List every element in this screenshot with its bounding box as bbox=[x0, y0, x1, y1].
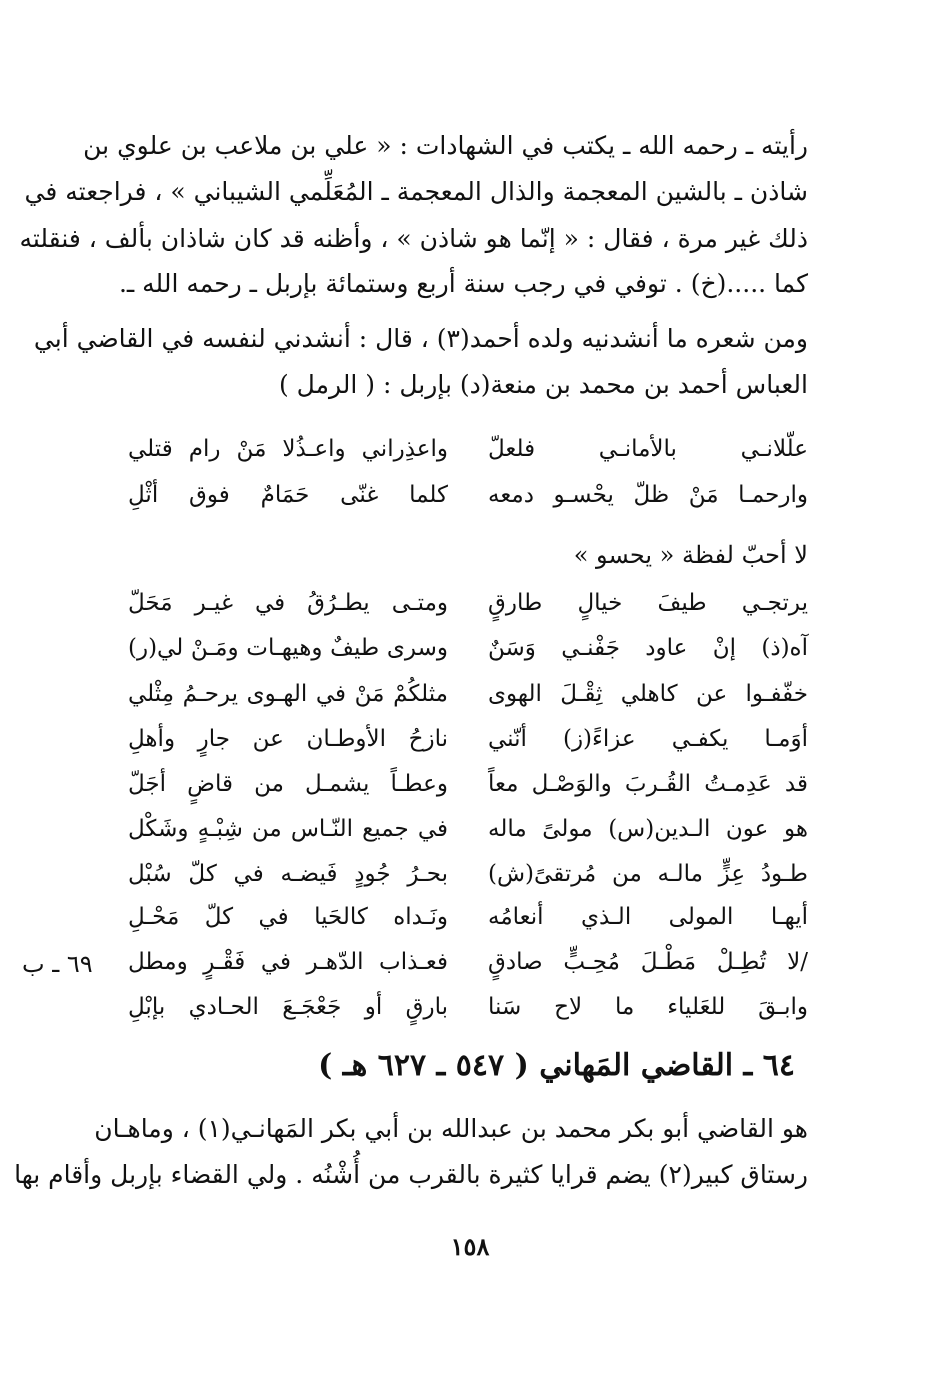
paragraph-line: رستاق كبير(٢) يضم قرايا كثيرة بالقرب من أُشْنُه . ولي القضاء بإربل وأقام بها bbox=[14, 1160, 808, 1189]
verse-second-hemistich: ونَـداه كالحَيا في كلّ مَحْـلِ bbox=[128, 904, 448, 930]
verse-second-hemistich: نازحُ الأوطـان عن جارٍ وأهلِ bbox=[128, 726, 448, 752]
verse-first-hemistich: /لا تُطِـلْ مَطْـلَ مُحِـبٍّ صادقٍ bbox=[488, 949, 808, 975]
paragraph-line: كما .....(خ) . توفي في رجب سنة أربع وستمائة بإربل ـ رحمه الله ـ. bbox=[118, 269, 808, 298]
verse-line bbox=[128, 900, 808, 934]
verse-line bbox=[128, 857, 808, 891]
verse-first-hemistich: وابـقَ للعَلياء ما لاح سَنا bbox=[488, 994, 808, 1020]
verse-second-hemistich: كلما غنّى حَمَامٌ فوق أثْلِ bbox=[128, 482, 448, 508]
verse-second-hemistich: بحـرُ جُودٍ فَيضـه في كلّ سُبْل bbox=[128, 861, 448, 887]
verse-second-hemistich: في جميع النّـاس من شِبْـهٍ وشَكْل bbox=[128, 816, 448, 842]
verse-second-hemistich: بارقٍ أو جَعْجَـعَ الحـادي بإبْلِ bbox=[128, 994, 448, 1020]
verse-line bbox=[128, 990, 808, 1024]
folio-margin-note: ٦٩ ـ ب bbox=[22, 950, 93, 978]
verse-first-hemistich: طـودُ عِزٍّ مالـه من مُرتقىً(ش) bbox=[488, 861, 808, 887]
editor-comment: لا أحبّ لفظة « يحسو » bbox=[573, 541, 808, 569]
verse-line bbox=[128, 631, 808, 665]
paragraph-line: ومن شعره ما أنشدنيه ولده أحمد(٣) ، قال : أنشدني لنفسه في القاضي أبي bbox=[33, 324, 808, 353]
verse-second-hemistich: وعطـاً يشمـل من قاضٍ أجَلّ bbox=[128, 771, 448, 797]
verse-line bbox=[128, 722, 808, 756]
paragraph-line: العباس أحمد بن محمد بن منعة(د) بإربل : ( الرمل ) bbox=[278, 370, 808, 399]
page-number: ١٥٨ bbox=[450, 1232, 490, 1261]
verse-line bbox=[128, 945, 808, 979]
verse-first-hemistich: أوَمـا يكفـي عزاءً(ز) أنّني bbox=[488, 726, 808, 752]
verse-second-hemistich: مثلكُمْ مَنْ في الهـوى يرحـمُ مِثْلي bbox=[128, 681, 448, 707]
verse-line bbox=[128, 478, 808, 512]
verse-first-hemistich: يرتجـي طيفَ خيالٍ طارقٍ bbox=[488, 590, 808, 616]
verse-second-hemistich: واعذِراني واعـذُلا مَنْ رام قتلي bbox=[128, 436, 448, 462]
verse-line bbox=[128, 586, 808, 620]
verse-second-hemistich: فعـذاب الدّهـر في فَقْـرٍ ومطل bbox=[128, 949, 448, 975]
verse-first-hemistich: أيهـا المولى الـذي أنعامُه bbox=[488, 904, 808, 930]
section-heading: ٦٤ ـ القاضي المَهاني ( ٥٤٧ ـ ٦٢٧ هـ ) bbox=[318, 1048, 795, 1083]
verse-first-hemistich: علّلانـي بالأمانـي فلعلّ bbox=[488, 436, 808, 462]
verse-line bbox=[128, 432, 808, 466]
verse-first-hemistich: قد عَدِمـتُ القُـربَ والوَصْـل معاً bbox=[488, 771, 808, 797]
verse-first-hemistich: وارحمـا مَنْ ظلّ يحْسـو دمعه bbox=[488, 482, 808, 508]
paragraph-line: رأيته ـ رحمه الله ـ يكتب في الشهادات : « علي بن ملاعب بن علوي بن bbox=[83, 131, 808, 160]
verse-second-hemistich: وسرى طيفٌ وهيهـات ومَـنْ لي(ر) bbox=[128, 635, 448, 661]
verse-line bbox=[128, 677, 808, 711]
verse-line bbox=[128, 767, 808, 801]
paragraph-line: هو القاضي أبو بكر محمد بن عبدالله بن أبي بكر المَهانـي(١) ، وماهـان bbox=[94, 1114, 808, 1143]
verse-first-hemistich: خفّفـوا عن كاهلي ثِقْـلَ الهوى bbox=[488, 681, 808, 707]
verse-first-hemistich: هو عون الـدين(س) مولىً ماله bbox=[488, 816, 808, 842]
verse-second-hemistich: ومتـى يطـرُقُ في غيـر مَحَلّ bbox=[128, 590, 448, 616]
paragraph-line: شاذن ـ بالشين المعجمة والذال المعجمة ـ المُعَلِّمي الشيباني » ، فراجعته في bbox=[24, 177, 808, 206]
verse-first-hemistich: آه(ذ) إنْ عاود جَفْنـي وَسَنٌ bbox=[488, 635, 808, 661]
verse-line bbox=[128, 812, 808, 846]
paragraph-line: ذلك غير مرة ، فقال : « إنّما هو شاذن » ، وأظنه قد كان شاذان بألف ، فنقلته bbox=[19, 224, 808, 253]
